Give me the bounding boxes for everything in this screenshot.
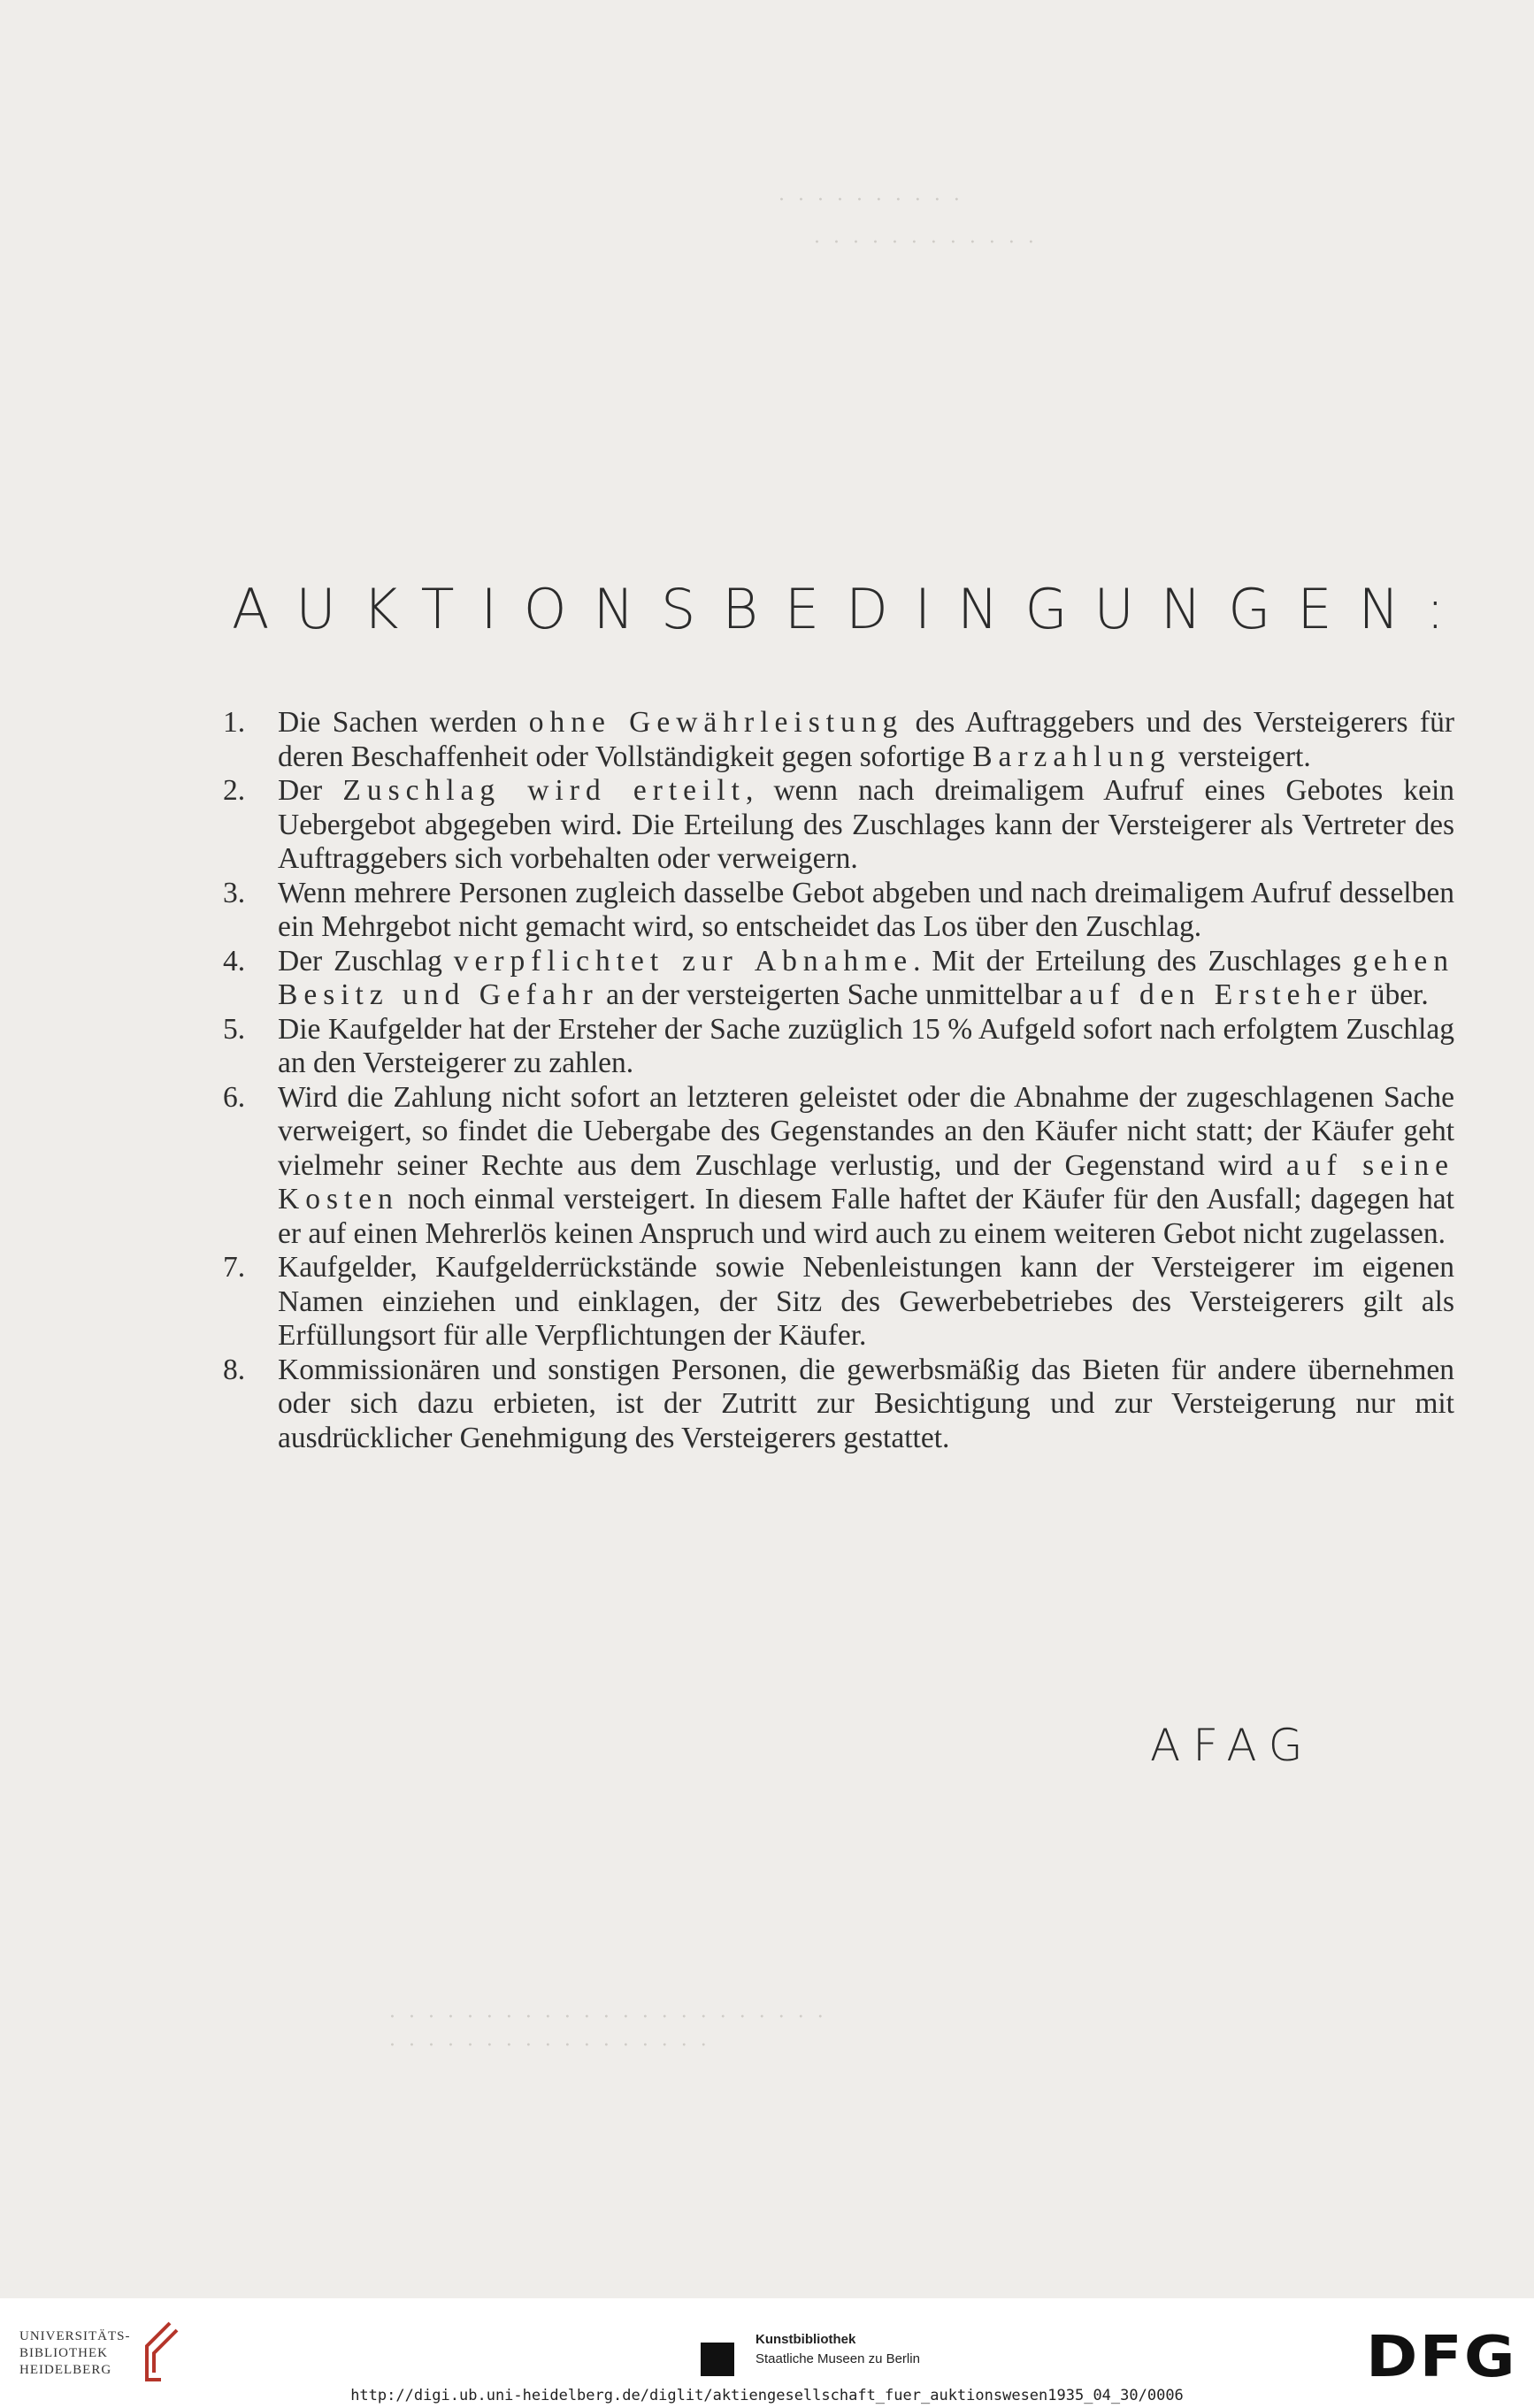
- term-number: 6.: [223, 1080, 246, 1114]
- term-number: 1.: [223, 706, 246, 739]
- term-text: des Auftraggebers und des Versteigerers für deren Beschaffenheit oder Vollständigkeit gegen sofortige: [278, 706, 1454, 773]
- show-through-text: · · · · · · · · · · · ·: [814, 232, 1038, 254]
- kunstbibliothek-mark-icon: [701, 2343, 734, 2376]
- term-text: Wird die Zahlung nicht sofort an letzteren geleistet oder die Abnahme der zugeschlagenen Sache verweigert, so findet die Uebergabe des Gegenstandes an den Käufer nicht statt; der Käufer geht vielmehr seiner Rechte aus dem Zuschlage verlustig, und der Gegenstand wird: [278, 1080, 1454, 1182]
- term-text: Kaufgelder, Kaufgelderrückstände sowie Nebenleistungen kann der Versteigerer im eigenen Namen einziehen und einklagen, der Sitz des Gewerbebetriebes des Versteigerers gilt als Erfüllungsort für alle Verpflichtungen der Käufer.: [278, 1251, 1454, 1352]
- university-logo-line: HEIDELBERG: [19, 2363, 112, 2377]
- university-library-logo: [19, 2328, 131, 2379]
- term-emphasis: verpflichtet zur Abnahme: [453, 944, 914, 978]
- term-item: [223, 1251, 1454, 1354]
- term-text: über.: [1362, 978, 1429, 1011]
- term-number: 8.: [223, 1353, 246, 1386]
- term-number: 5.: [223, 1012, 246, 1046]
- term-text: Die Kaufgelder hat der Ersteher der Sache zuzüglich 15 % Aufgeld sofort nach erfolgtem Zuschlag an den Versteigerer zu zahlen.: [278, 1012, 1454, 1079]
- term-text: an der versteigerten Sache unmittelbar: [598, 978, 1070, 1011]
- term-item: [223, 706, 1454, 774]
- term-emphasis: Barzahlung: [972, 740, 1171, 773]
- dfg-logo: DFG: [1366, 2325, 1517, 2390]
- term-text: , wenn nach dreimaligem Aufruf eines Gebotes kein Uebergebot abgegeben wird. Die Erteilung des Zuschlages kann der Versteigerer als Vertreter des Auftraggebers sich vorbehalten oder verweigern.: [278, 774, 1454, 875]
- university-mark-icon: [134, 2318, 184, 2389]
- term-emphasis: auf den Ersteher: [1069, 978, 1363, 1011]
- library-name: Kunstbibliothek: [755, 2332, 856, 2347]
- term-text: Die Sachen werden: [278, 706, 529, 739]
- term-number: 7.: [223, 1251, 246, 1284]
- show-through-text: · · · · · · · · · · · · · · · · ·: [389, 2035, 710, 2057]
- term-text: noch einmal versteigert. In diesem Falle haftet der Käufer für den Ausfall; dagegen hat er auf einen Mehrerlös keinen Anspruch und wird auch zu einem weiteren Gebot nicht zugelassen.: [278, 1183, 1454, 1250]
- term-number: 4.: [223, 944, 246, 978]
- page-title: AUKTIONSBEDINGUNGEN:: [232, 577, 1471, 641]
- library-subtitle: Staatliche Museen zu Berlin: [755, 2351, 920, 2366]
- show-through-text: · · · · · · · · · · · · · · · · · · · · · · ·: [389, 2006, 827, 2028]
- term-item: [223, 1354, 1454, 1456]
- university-logo-line: UNIVERSITÄTS-: [19, 2329, 131, 2343]
- terms-list: [223, 706, 1454, 1455]
- term-item: [223, 774, 1454, 877]
- term-number: 3.: [223, 876, 246, 909]
- signature: AFAG: [1150, 1720, 1315, 1771]
- term-number: 2.: [223, 774, 246, 807]
- term-text: versteigert.: [1170, 740, 1311, 773]
- footer: [0, 2298, 1534, 2408]
- term-item: [223, 1081, 1454, 1252]
- term-text: Der Zuschlag: [278, 944, 454, 978]
- term-emphasis: auf seine Kosten: [278, 1148, 1454, 1216]
- permalink-url[interactable]: http://digi.ub.uni-heidelberg.de/diglit/aktiengesellschaft_fuer_auktionswesen1935_04_30/0006: [350, 2387, 1184, 2404]
- term-text: Wenn mehrere Personen zugleich dasselbe Gebot abgeben und nach dreimaligem Aufruf desselben ein Mehrgebot nicht gemacht wird, so entscheidet das Los über den Zuschlag.: [278, 876, 1454, 943]
- term-text: Der: [278, 774, 343, 807]
- term-emphasis: Zuschlag wird erteilt: [342, 774, 746, 807]
- term-text: Kommissionären und sonstigen Personen, die gewerbsmäßig das Bieten für andere übernehmen oder sich dazu erbieten, ist der Zutritt zur Besichtigung und zur Versteigerung nur mit ausdrücklicher Genehmigung des Versteigerers gestattet.: [278, 1353, 1454, 1454]
- term-item: [223, 945, 1454, 1013]
- show-through-text: · · · · · · · · · ·: [779, 189, 963, 211]
- term-emphasis: ohne Gewährleistung: [528, 706, 904, 739]
- term-item: [223, 1013, 1454, 1081]
- term-item: [223, 877, 1454, 945]
- term-emphasis: gehen Besitz und Gefahr: [278, 944, 1454, 1011]
- term-text: . Mit der Erteilung des Zuschlages: [913, 944, 1353, 978]
- university-logo-line: BIBLIOTHEK: [19, 2346, 108, 2360]
